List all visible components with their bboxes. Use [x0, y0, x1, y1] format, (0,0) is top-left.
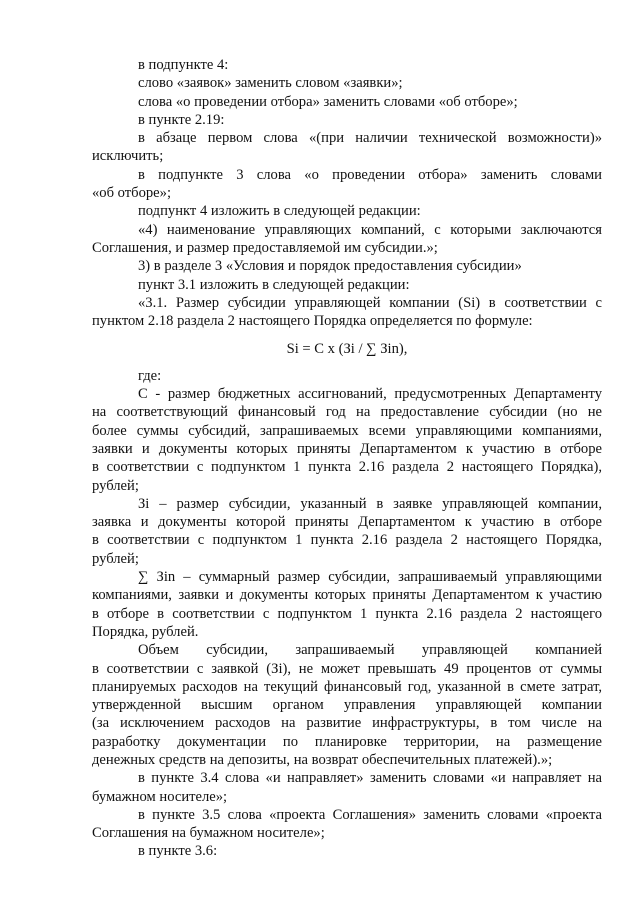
paragraph-line: слова «о проведении отбора» заменить словами «об отборе»;: [138, 93, 518, 110]
paragraph-line: в соответствии с заявкой (Зi), не может превышать 49 процентов от суммы: [92, 660, 602, 677]
paragraph-line: Соглашения, и размер предоставляемой им субсидии.»;: [92, 239, 438, 256]
paragraph-line: более суммы субсидий, запрашиваемых всеми управляющими компаниями,: [92, 422, 602, 439]
paragraph-line: компаниями, заявки и документы которых приняты Департаментом к участию: [92, 587, 602, 604]
paragraph-line: (за исключением расходов на развитие инфраструктуры, в том числе на: [92, 715, 602, 732]
paragraph-line: «об отборе»;: [92, 185, 171, 202]
document-body: [92, 56, 602, 861]
paragraph-line: пунктом 2.18 раздела 2 настоящего Порядка определяется по формуле:: [92, 313, 533, 330]
paragraph-line: в отборе в соответствии с подпунктом 1 пункта 2.16 раздела 2 настоящего: [92, 605, 602, 622]
paragraph-line: подпункт 4 изложить в следующей редакции:: [138, 203, 421, 220]
paragraph-line: «3.1. Размер субсидии управляющей компании (Si) в соответствии с: [138, 294, 602, 311]
paragraph-line: бумажном носителе»;: [92, 788, 228, 805]
paragraph-line: C - размер бюджетных ассигнований, предусмотренных Департаменту: [138, 386, 602, 403]
paragraph-line: планируемых расходов на текущий финансовый год, указанной в смете затрат,: [92, 678, 602, 695]
paragraph-line: «4) наименование управляющих компаний, с которыми заключаются: [138, 221, 602, 238]
paragraph-line: разработку документации по планировке территории, на размещение: [92, 733, 602, 750]
paragraph-line: на соответствующий финансовый год на предоставление субсидии (но не: [92, 404, 602, 421]
paragraph-line: Зi – размер субсидии, указанный в заявке управляющей компании,: [138, 495, 602, 512]
formula: Si = C x (Зi / ∑ Зin),: [286, 341, 408, 358]
paragraph-line: рублей;: [92, 477, 139, 494]
paragraph-line: пункт 3.1 изложить в следующей редакции:: [138, 276, 410, 293]
paragraph-line: Порядка, рублей.: [92, 623, 199, 640]
paragraph-line: в соответствии с подпунктом 1 пункта 2.16 раздела 2 настоящего Порядка,: [92, 532, 602, 549]
paragraph-line: Объем субсидии, запрашиваемый управляющей компанией: [138, 642, 602, 659]
paragraph-line: где:: [138, 367, 162, 384]
paragraph-line: в пункте 3.5 слова «проекта Соглашения» заменить словами «проекта: [138, 806, 602, 823]
paragraph-line: в подпункте 4:: [138, 57, 229, 73]
paragraph-line: заявка и документы которой приняты Департаментом к участию в отборе: [92, 514, 602, 531]
paragraph-line: заявки и документы которых приняты Департаментом к участию в отборе: [92, 440, 602, 457]
paragraph-line: в соответствии с подпунктом 1 пункта 2.16 раздела 2 настоящего Порядка),: [92, 459, 602, 476]
paragraph-line: 3) в разделе 3 «Условия и порядок предоставления субсидии»: [138, 258, 522, 275]
paragraph-line: в пункте 3.4 слова «и направляет» заменить словами «и направляет на: [138, 770, 602, 787]
paragraph-line: в подпункте 3 слова «о проведении отбора» заменить словами: [138, 166, 602, 183]
paragraph-line: в абзаце первом слова «(при наличии технической возможности)»: [138, 130, 602, 147]
paragraph-line: слово «заявок» заменить словом «заявки»;: [138, 75, 403, 92]
paragraph-line: денежных средств на депозиты, на возврат обеспечительных платежей).»;: [92, 751, 553, 768]
paragraph-line: утвержденной высшим органом управления управляющей компании: [92, 697, 602, 714]
paragraph-line: ∑ Зin – суммарный размер субсидии, запрашиваемый управляющими: [138, 569, 602, 586]
paragraph-line: в пункте 3.6:: [138, 843, 218, 860]
paragraph-line: в пункте 2.19:: [138, 111, 225, 128]
paragraph-line: исключить;: [92, 148, 164, 165]
paragraph-line: рублей;: [92, 550, 139, 567]
paragraph-line: Соглашения на бумажном носителе»;: [92, 825, 325, 842]
